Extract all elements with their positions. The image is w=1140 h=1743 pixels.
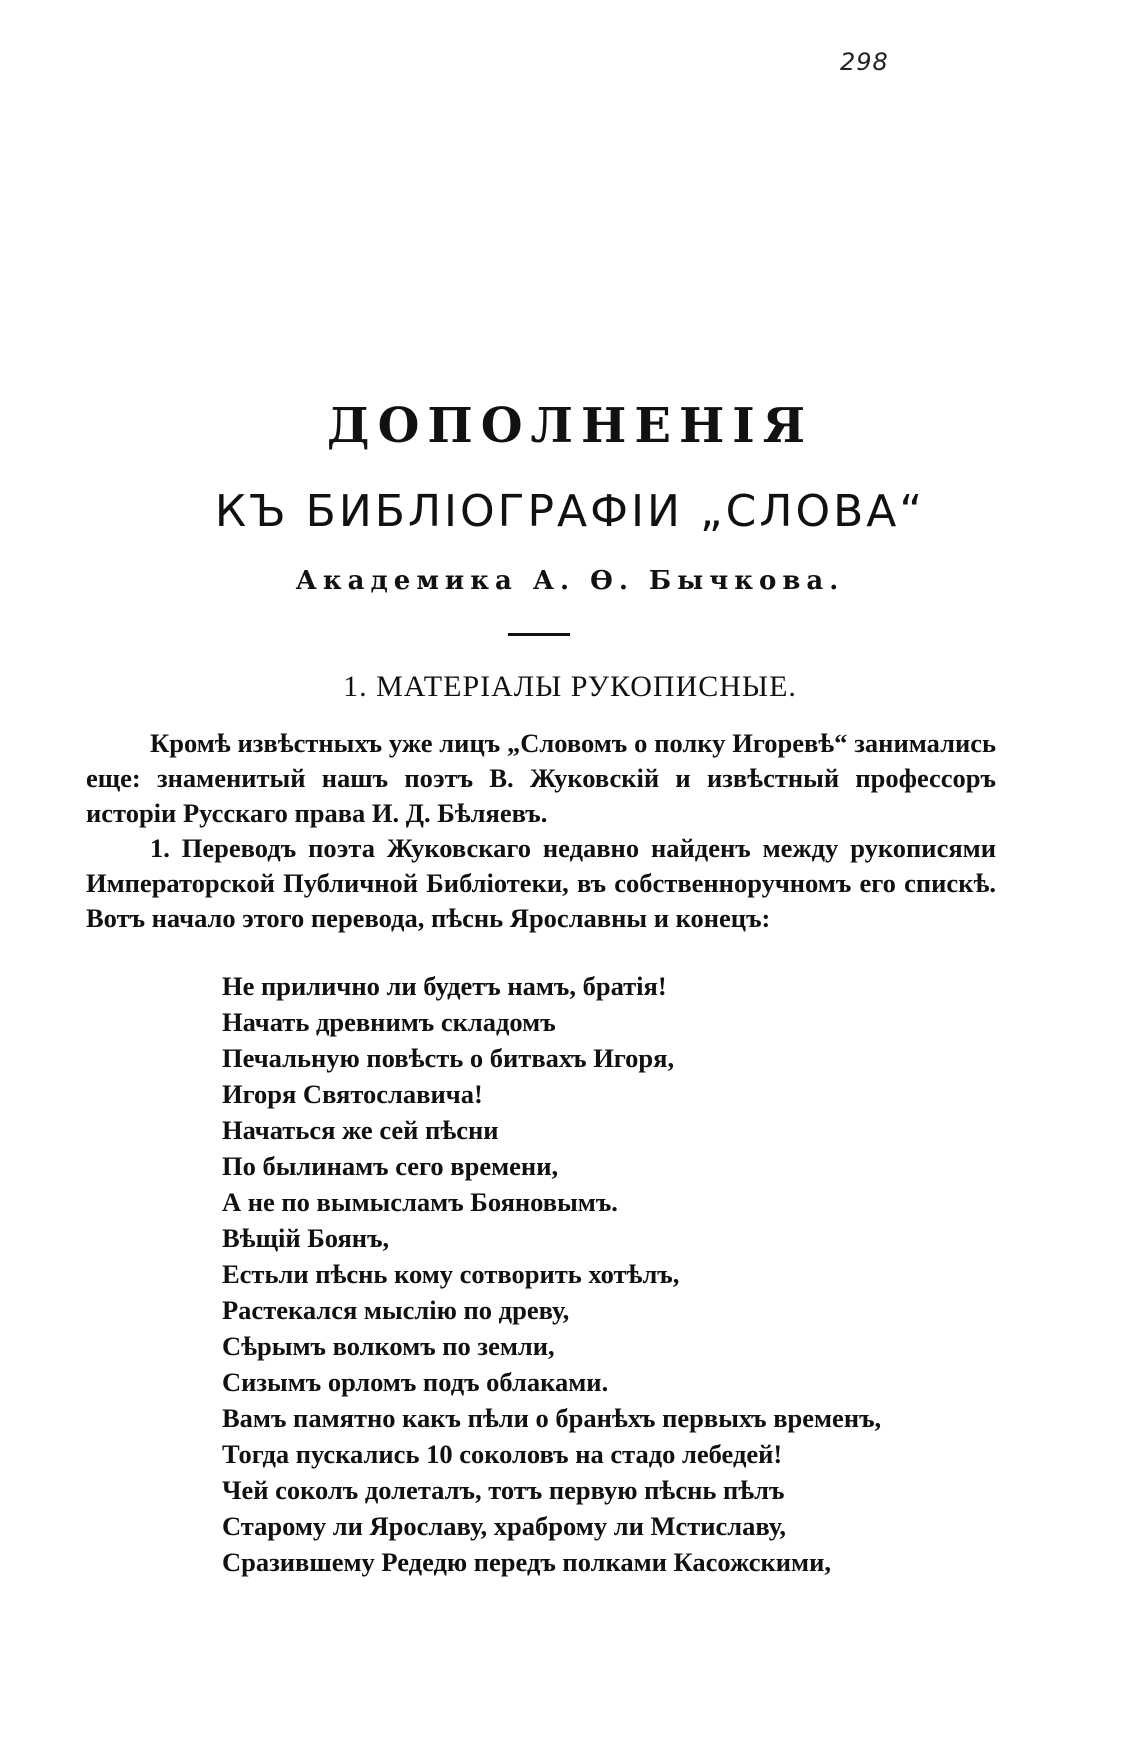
verse-line: Не прилично ли будетъ намъ, братія! bbox=[222, 971, 667, 1001]
verse-line: Тогда пускались 10 соколовъ на стадо лебедей! bbox=[222, 1439, 783, 1469]
verse-line: Игоря Святославича! bbox=[222, 1079, 483, 1109]
divider-rule bbox=[508, 633, 570, 636]
verse-line: Сизымъ орломъ подъ облаками. bbox=[222, 1367, 609, 1397]
page-title: ДОПОЛНЕНІЯ bbox=[326, 398, 814, 454]
verse-line: Начаться же сей пѣсни bbox=[222, 1115, 499, 1145]
verse-line: Естьли пѣснь кому сотворить хотѣлъ, bbox=[222, 1259, 680, 1289]
verse-line: Начать древнимъ складомъ bbox=[222, 1007, 556, 1037]
verse-line: Сразившему Редедю передъ полками Касожскими, bbox=[222, 1547, 831, 1577]
verse-line: Чей соколъ долеталъ, тотъ первую пѣснь пѣлъ bbox=[222, 1475, 785, 1505]
verse-line: Растекался мыслію по древу, bbox=[222, 1295, 570, 1325]
section-heading: 1. МАТЕРІАЛЫ РУКОПИСНЫЕ. bbox=[343, 670, 797, 703]
verse-line: Печальную повѣсть о битвахъ Игоря, bbox=[222, 1043, 675, 1073]
paragraph: Кромѣ извѣстныхъ уже лицъ „Словомъ о полку Игоревѣ“ занимались еще: знаменитый нашъ поэтъ В. Жуковскій и извѣстный профессоръ исторіи Русскаго права И. Д. Бѣляевъ. bbox=[86, 728, 996, 828]
verse-line: По былинамъ сего времени, bbox=[222, 1151, 559, 1181]
paragraph: 1. Переводъ поэта Жуковскаго недавно найденъ между рукописями Императорской Публичной Библіотеки, въ собственноручномъ его спискѣ. Вотъ начало этого перевода, пѣснь Ярославны и конецъ: bbox=[86, 833, 996, 933]
handwritten-page-number: 298 bbox=[840, 48, 889, 76]
verse-block bbox=[222, 968, 1002, 1580]
verse-line: Вѣщій Боянъ, bbox=[222, 1223, 390, 1253]
verse-line: Вамъ памятно какъ пѣли о бранѣхъ первыхъ временъ, bbox=[222, 1403, 882, 1433]
verse-line: Старому ли Ярославу, храброму ли Мстиславу, bbox=[222, 1511, 787, 1541]
body-text bbox=[86, 726, 996, 936]
verse-line: А не по вымысламъ Бояновымъ. bbox=[222, 1187, 618, 1217]
verse-line: Сѣрымъ волкомъ по земли, bbox=[222, 1331, 555, 1361]
author-line: Академика А. Ѳ. Бычкова. bbox=[295, 566, 845, 596]
page-subtitle: КЪ БИБЛІОГРАФІИ „СЛОВА“ bbox=[214, 486, 926, 537]
